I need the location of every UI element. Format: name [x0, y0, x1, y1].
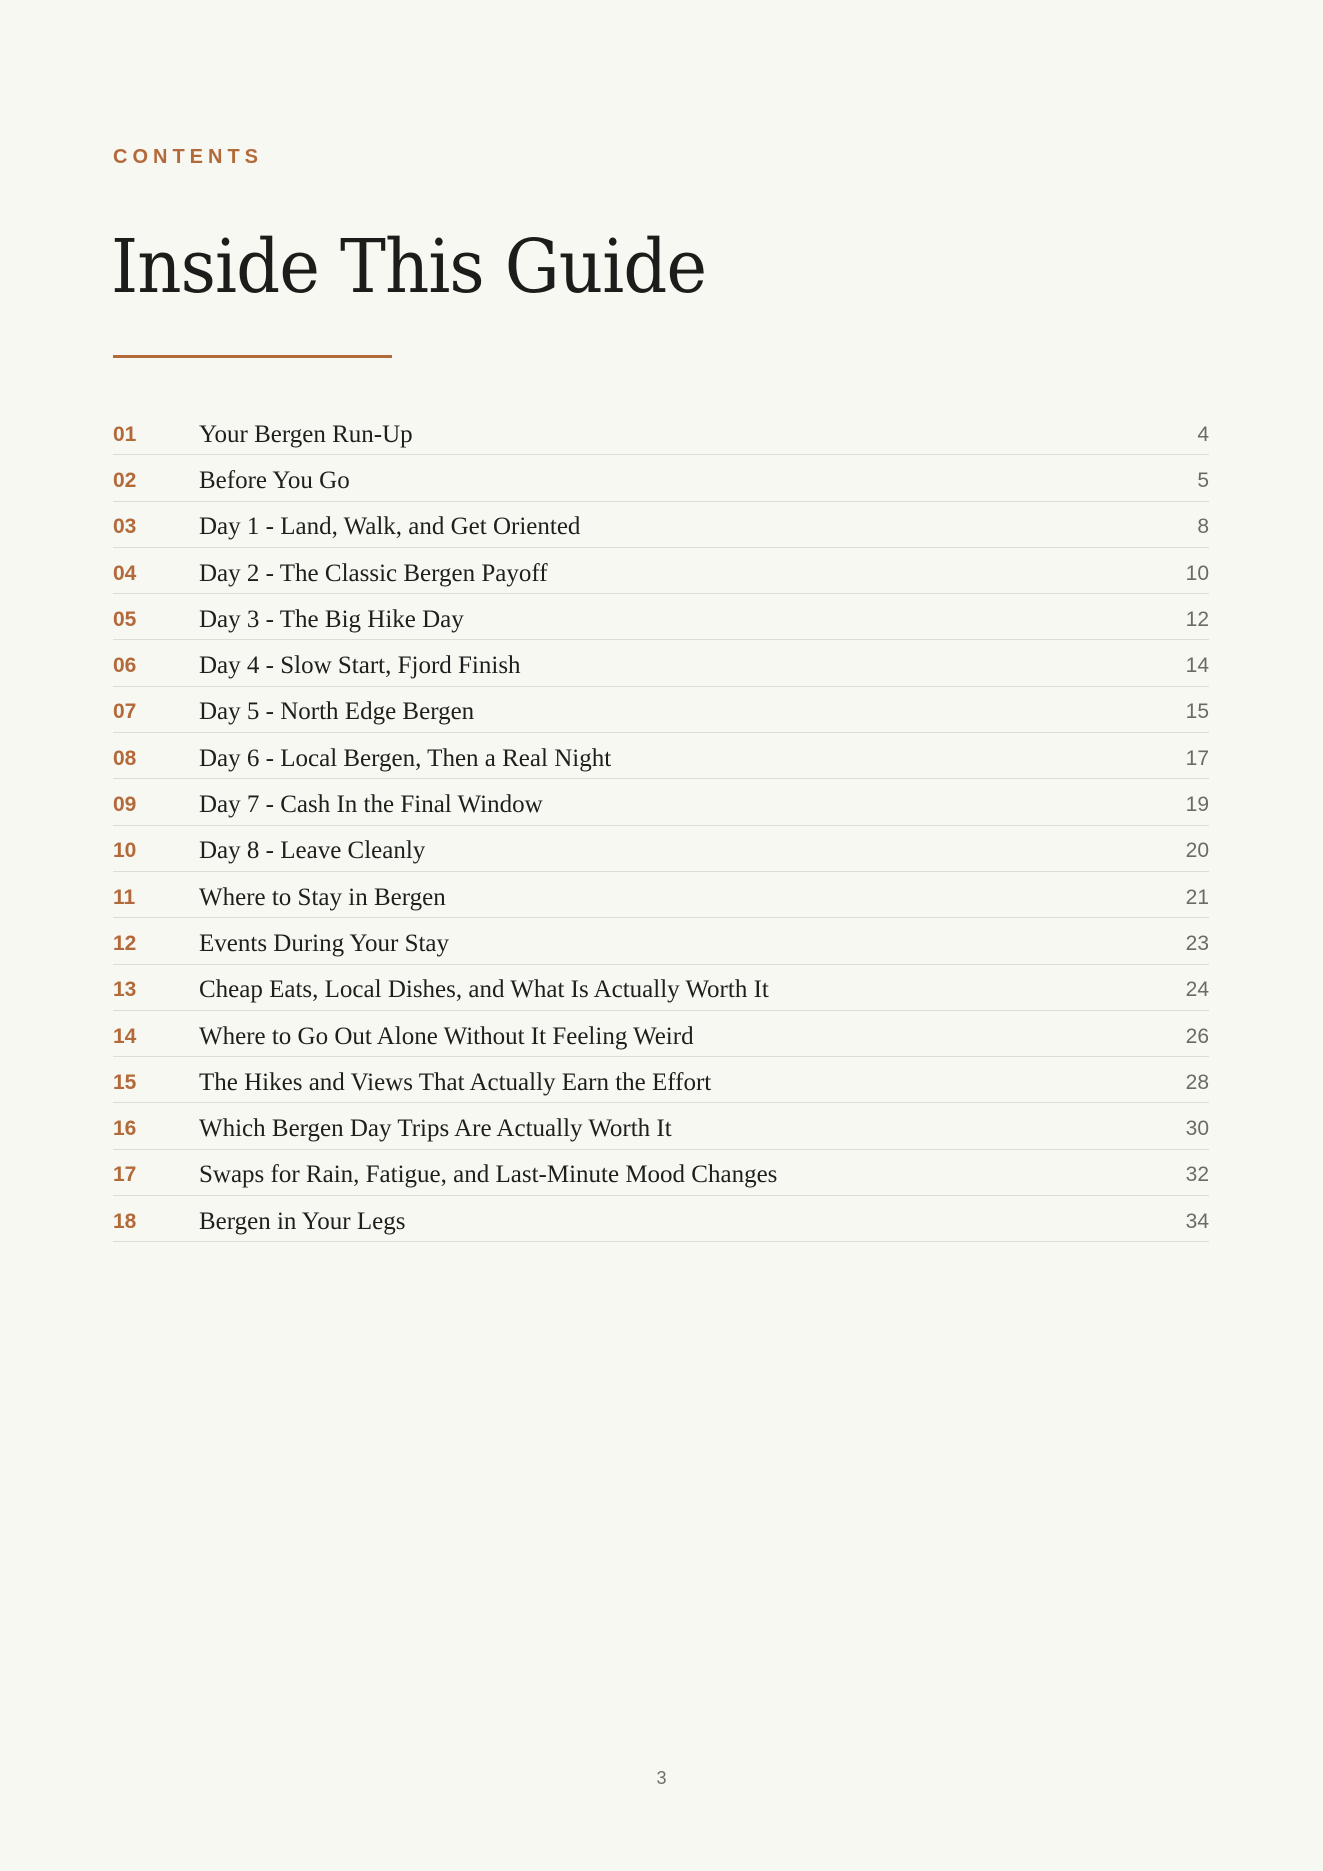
toc-title-link[interactable]: Day 1 - Land, Walk, and Get Oriented: [199, 513, 581, 541]
toc-page-number: 10: [1185, 561, 1209, 585]
toc-row[interactable]: [113, 594, 1209, 640]
toc-number: 05: [113, 607, 137, 631]
toc-number: 11: [113, 885, 136, 909]
toc-title-link[interactable]: Day 6 - Local Bergen, Then a Real Night: [199, 744, 612, 772]
toc-number: 07: [113, 700, 137, 724]
toc-row[interactable]: [113, 965, 1209, 1011]
toc-row[interactable]: [113, 826, 1209, 872]
toc-page-number: 30: [1185, 1117, 1209, 1141]
toc-title-link[interactable]: Which Bergen Day Trips Are Actually Worth It: [199, 1115, 672, 1143]
toc-row[interactable]: [113, 1150, 1209, 1196]
toc-title-link[interactable]: Events During Your Stay: [199, 929, 450, 957]
toc-title-link[interactable]: Day 5 - North Edge Bergen: [199, 698, 475, 726]
toc-number: 08: [113, 746, 137, 770]
toc-number: 10: [113, 839, 137, 863]
toc-page-number: 19: [1185, 793, 1209, 817]
toc-title-link[interactable]: Day 3 - The Big Hike Day: [199, 605, 464, 633]
toc-page-number: 28: [1185, 1070, 1209, 1094]
toc-page-number: 4: [1197, 422, 1209, 446]
toc-number: 01: [113, 422, 137, 446]
toc-title-link[interactable]: The Hikes and Views That Actually Earn the Effort: [199, 1068, 712, 1096]
toc-page-number: 34: [1185, 1209, 1209, 1233]
toc-number: 14: [113, 1024, 137, 1048]
toc-title-link[interactable]: Day 4 - Slow Start, Fjord Finish: [199, 652, 521, 680]
toc-row[interactable]: [113, 548, 1209, 594]
title-underline-divider: [113, 355, 392, 358]
toc-page-number: 20: [1185, 839, 1209, 863]
toc-row[interactable]: [113, 872, 1209, 918]
toc-number: 16: [113, 1117, 137, 1141]
toc-title-link[interactable]: Day 7 - Cash In the Final Window: [199, 791, 543, 819]
toc-row[interactable]: [113, 733, 1209, 779]
toc-row[interactable]: [113, 409, 1209, 455]
toc-number: 06: [113, 654, 137, 678]
toc-row[interactable]: [113, 1011, 1209, 1057]
toc-number: 02: [113, 468, 137, 492]
toc-page-number: 12: [1185, 607, 1209, 631]
toc-number: 13: [113, 978, 137, 1002]
toc-title-link[interactable]: Where to Stay in Bergen: [199, 883, 446, 911]
toc-title-link[interactable]: Before You Go: [199, 466, 350, 494]
toc-row[interactable]: [113, 918, 1209, 964]
toc-row[interactable]: [113, 1196, 1209, 1242]
toc-page-number: 8: [1197, 515, 1209, 539]
toc-title-link[interactable]: Cheap Eats, Local Dishes, and What Is Actually Worth It: [199, 976, 769, 1004]
toc-row[interactable]: [113, 779, 1209, 825]
toc-page-number: 32: [1185, 1163, 1209, 1187]
toc-row[interactable]: [113, 502, 1209, 548]
page-title: Inside This Guide: [111, 224, 707, 310]
toc-row[interactable]: [113, 1103, 1209, 1149]
toc-number: 15: [113, 1070, 137, 1094]
toc-page-number: 26: [1185, 1024, 1209, 1048]
toc-page-number: 23: [1185, 931, 1209, 955]
toc-number: 12: [113, 931, 137, 955]
toc-page-number: 15: [1185, 700, 1209, 724]
section-eyebrow: CONTENTS: [113, 146, 263, 168]
toc-title-link[interactable]: Swaps for Rain, Fatigue, and Last-Minute Mood Changes: [199, 1161, 778, 1189]
toc-row[interactable]: [113, 455, 1209, 501]
toc-page-number: 17: [1185, 746, 1209, 770]
toc-title-link[interactable]: Your Bergen Run-Up: [199, 420, 413, 448]
toc-row[interactable]: [113, 1057, 1209, 1103]
toc-page-number: 5: [1197, 468, 1209, 492]
toc-page-number: 21: [1185, 885, 1209, 909]
toc-page-number: 14: [1185, 654, 1209, 678]
toc-title-link[interactable]: Where to Go Out Alone Without It Feeling Weird: [199, 1022, 694, 1050]
toc-number: 09: [113, 793, 137, 817]
toc-number: 04: [113, 561, 137, 585]
toc-row[interactable]: [113, 687, 1209, 733]
toc-number: 03: [113, 515, 137, 539]
toc-title-link[interactable]: Bergen in Your Legs: [199, 1207, 406, 1235]
toc-number: 17: [113, 1163, 137, 1187]
page-number: 3: [656, 1768, 667, 1788]
toc-title-link[interactable]: Day 8 - Leave Cleanly: [199, 837, 426, 865]
toc-title-link[interactable]: Day 2 - The Classic Bergen Payoff: [199, 559, 548, 587]
toc-number: 18: [113, 1209, 137, 1233]
table-of-contents: [113, 409, 1209, 1242]
toc-page-number: 24: [1185, 978, 1209, 1002]
toc-row[interactable]: [113, 640, 1209, 686]
